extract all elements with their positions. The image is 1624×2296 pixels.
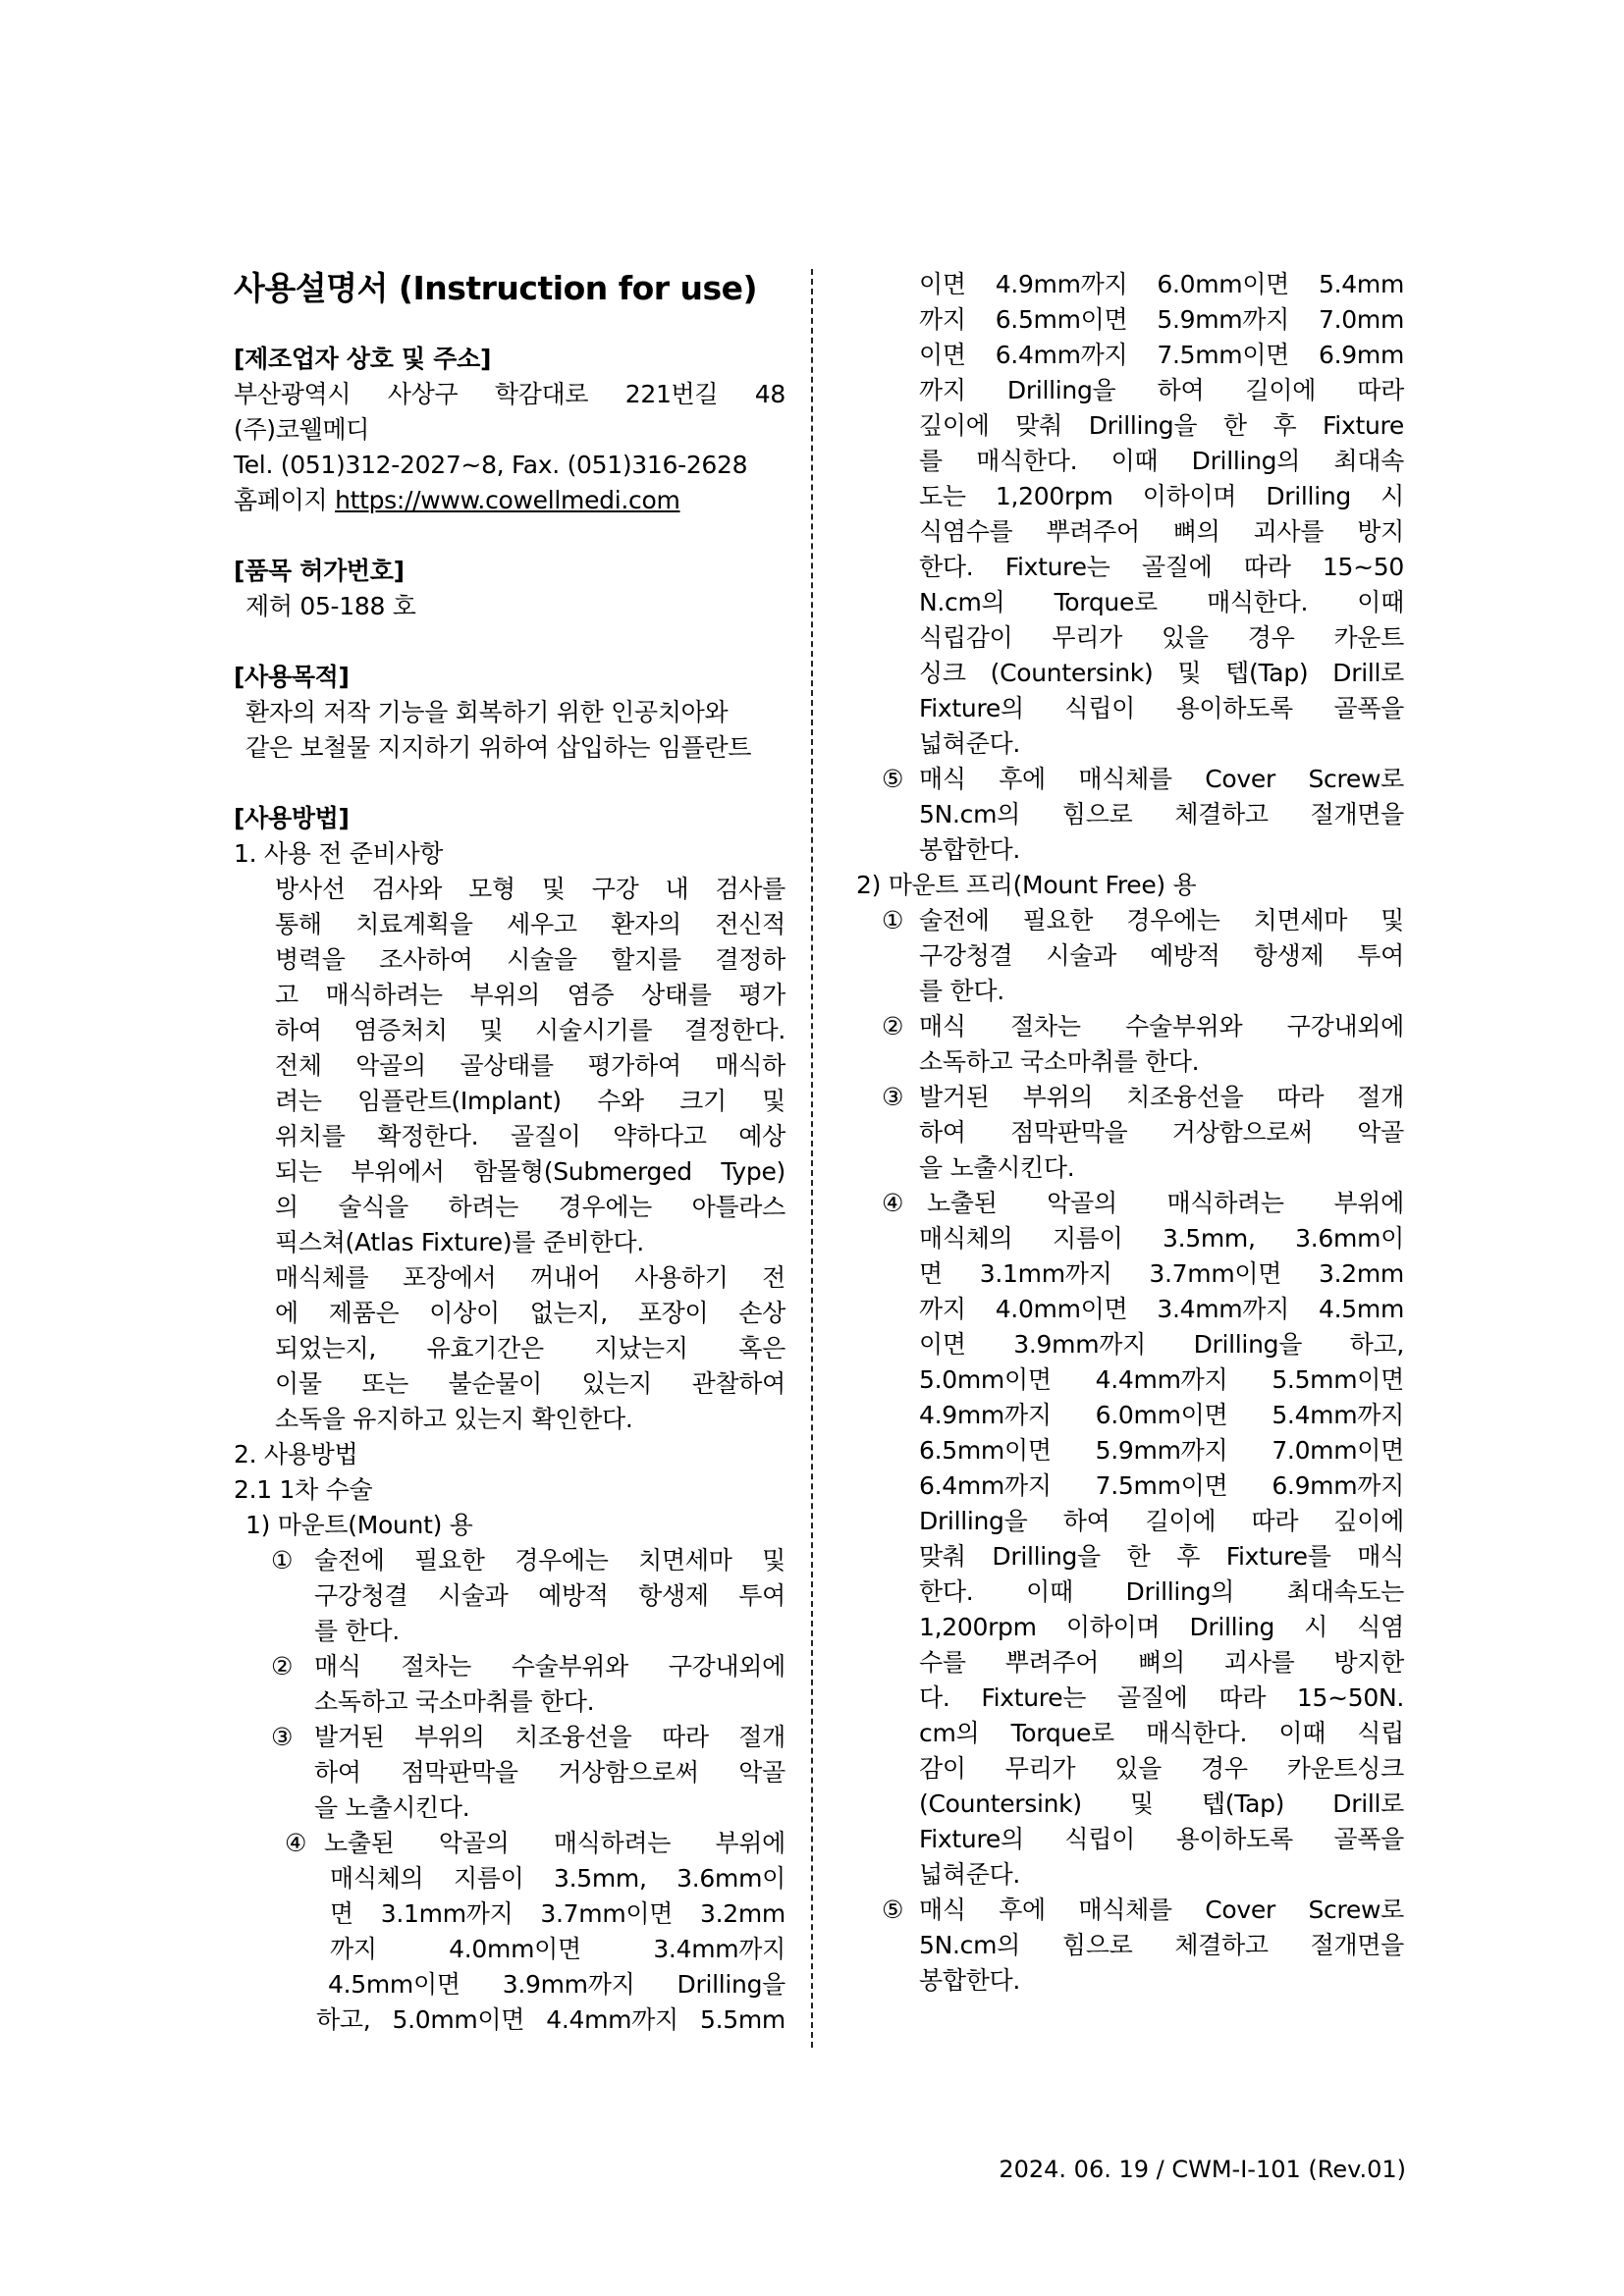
permit-heading: [품목 허가번호]	[234, 557, 405, 585]
prep-line: 이물 또는 불순물이 있는지 관찰하여	[275, 1369, 785, 1398]
step-line: 한다. 이때 Drilling의 최대속도는	[919, 1577, 1404, 1606]
mount-heading: 1) 마운트(Mount) 용	[245, 1511, 473, 1539]
step-line: 5N.cm의 힘으로 체결하고 절개면을	[919, 800, 1404, 828]
step-marker: ①	[882, 906, 904, 934]
step-line: 6.5mm이면 5.9mm까지 7.0mm이면	[919, 1436, 1404, 1465]
prep-heading: 1. 사용 전 준비사항	[234, 839, 444, 868]
step-line: 까지 6.5mm이면 5.9mm까지 7.0mm	[919, 305, 1404, 334]
step-line: Fixture의 식립이 용이하도록 골폭을	[919, 1825, 1404, 1853]
step-line: 을 노출시킨다.	[919, 1153, 1075, 1182]
manufacturer-heading: [제조업자 상호 및 주소]	[234, 345, 492, 373]
column-divider	[811, 269, 813, 2048]
step-line: 를 매식한다. 이때 Drilling의 최대속	[919, 447, 1404, 475]
step-line: 발거된 부위의 치조융선을 따라 절개	[314, 1723, 785, 1751]
step-line: Fixture의 식립이 용이하도록 골폭을	[919, 694, 1404, 722]
prep-line: 전체 악골의 골상태를 평가하여 매식하	[275, 1051, 785, 1080]
purpose-line: 환자의 저작 기능을 회복하기 위한 인공치아와	[245, 698, 729, 726]
step-line: 매식 후에 매식체를 Cover Screw로	[919, 1896, 1404, 1924]
step-line: Drilling을 하여 길이에 따라 깊이에	[919, 1507, 1404, 1535]
step-line: 6.4mm까지 7.5mm이면 6.9mm까지	[919, 1471, 1404, 1500]
step-marker: ①	[271, 1546, 294, 1575]
step-marker: ④	[285, 1829, 307, 1857]
step-line: 5N.cm의 힘으로 체결하고 절개면을	[919, 1931, 1404, 1959]
step-line: 식염수를 뿌려주어 뼈의 괴사를 방지	[919, 517, 1404, 546]
step-line: 싱크 (Countersink) 및 텝(Tap) Drill로	[919, 659, 1404, 687]
document-footer: 2024. 06. 19 / CWM-I-101 (Rev.01)	[999, 2156, 1406, 2183]
step-line: 넓혀준다.	[919, 1860, 1021, 1889]
step-line: 매식 절차는 수술부위와 구강내외에	[314, 1652, 785, 1681]
step-line: 한다. Fixture는 골질에 따라 15~50	[919, 553, 1404, 581]
step-marker: ③	[882, 1083, 904, 1111]
step-line: 발거된 부위의 치조융선을 따라 절개	[919, 1083, 1404, 1111]
step-line: 매식 절차는 수술부위와 구강내외에	[919, 1012, 1404, 1041]
step-line: 4.5mm이면 3.9mm까지 Drilling을	[328, 1970, 785, 1999]
step-line: 매식체의 지름이 3.5mm, 3.6mm이	[919, 1224, 1404, 1253]
prep-line: 되는 부위에서 함몰형(Submerged Type)	[275, 1157, 785, 1186]
step-line: 봉합한다.	[919, 1966, 1021, 1995]
step-line: 하여 점막판막을 거상함으로써 악골	[314, 1758, 785, 1787]
step-line: 노출된 악골의 매식하려는 부위에	[927, 1189, 1404, 1217]
manufacturer-address: 부산광역시 사상구 학감대로 221번길 48	[234, 380, 785, 408]
step-line: N.cm의 Torque로 매식한다. 이때	[919, 588, 1404, 616]
step-line: 이면 6.4mm까지 7.5mm이면 6.9mm	[919, 341, 1404, 369]
step-line: 술전에 필요한 경우에는 치면세마 및	[919, 906, 1404, 934]
step-line: 수를 뿌려주어 뼈의 괴사를 방지한	[919, 1648, 1404, 1677]
step-line: 다. Fixture는 골질에 따라 15~50N.	[919, 1683, 1404, 1712]
step-line: 깊이에 맞춰 Drilling을 한 후 Fixture	[919, 411, 1404, 440]
prep-line: 픽스쳐(Atlas Fixture)를 준비한다.	[275, 1228, 644, 1256]
step-line: 넓혀준다.	[919, 729, 1021, 758]
step-line: 1,200rpm 이하이며 Drilling 시 식염	[919, 1613, 1404, 1641]
step-line: 4.9mm까지 6.0mm이면 5.4mm까지	[919, 1401, 1404, 1429]
homepage-label: 홈페이지	[234, 486, 328, 514]
manufacturer-company: (주)코웰메디	[234, 415, 370, 444]
step-line: 까지 4.0mm이면 3.4mm까지	[330, 1935, 785, 1963]
homepage-link[interactable]: https://www.cowellmedi.com	[335, 486, 680, 514]
step-line: 매식 후에 매식체를 Cover Screw로	[919, 765, 1404, 793]
step-line: 을 노출시킨다.	[314, 1793, 470, 1822]
method-heading: [사용방법]	[234, 804, 350, 832]
permit-number: 제허 05-188 호	[245, 592, 416, 620]
step-line: 술전에 필요한 경우에는 치면세마 및	[314, 1546, 785, 1575]
prep-line: 방사선 검사와 모형 및 구강 내 검사를	[275, 875, 785, 903]
step-line: 를 한다.	[919, 977, 1004, 1005]
step-line: 면 3.1mm까지 3.7mm이면 3.2mm	[919, 1259, 1404, 1288]
surgery-heading: 2.1 1차 수술	[234, 1475, 373, 1504]
step-line: 까지 4.0mm이면 3.4mm까지 4.5mm	[919, 1295, 1404, 1323]
prep-line: 에 제품은 이상이 없는지, 포장이 손상	[275, 1299, 785, 1327]
step-line: 맞춰 Drilling을 한 후 Fixture를 매식	[919, 1542, 1404, 1571]
mount-free-heading: 2) 마운트 프리(Mount Free) 용	[856, 871, 1197, 899]
step-line: 노출된 악골의 매식하려는 부위에	[324, 1829, 785, 1857]
step-line: 하고, 5.0mm이면 4.4mm까지 5.5mm	[316, 2005, 785, 2034]
prep-line: 소독을 유지하고 있는지 확인한다.	[275, 1405, 633, 1433]
step-line: 도는 1,200rpm 이하이며 Drilling 시	[919, 482, 1404, 510]
homepage-row	[234, 483, 680, 518]
step-line: 이면 4.9mm까지 6.0mm이면 5.4mm	[919, 270, 1404, 298]
step-line: 봉합한다.	[919, 835, 1021, 864]
step-line: 소독하고 국소마취를 한다.	[314, 1687, 595, 1716]
prep-line: 통해 치료계획을 세우고 환자의 전신적	[275, 910, 785, 938]
prep-line: 병력을 조사하여 시술을 할지를 결정하	[275, 945, 785, 974]
step-marker: ④	[882, 1189, 904, 1217]
step-line: 구강청결 시술과 예방적 항생제 투여	[314, 1581, 785, 1610]
step-line: 면 3.1mm까지 3.7mm이면 3.2mm	[330, 1899, 785, 1928]
prep-line: 의 술식을 하려는 경우에는 아틀라스	[275, 1193, 785, 1221]
step-line: cm의 Torque로 매식한다. 이때 식립	[919, 1719, 1404, 1747]
step-line: (Countersink) 및 텝(Tap) Drill로	[919, 1789, 1404, 1818]
prep-line: 매식체를 포장에서 꺼내어 사용하기 전	[275, 1263, 785, 1292]
prep-line: 되었는지, 유효기간은 지났는지 혹은	[275, 1334, 785, 1362]
step-line: 이면 3.9mm까지 Drilling을 하고,	[919, 1330, 1404, 1359]
step-line: 식립감이 무리가 있을 경우 카운트	[919, 623, 1404, 652]
step-line: 하여 점막판막을 거상함으로써 악골	[919, 1118, 1404, 1147]
step-marker: ②	[882, 1012, 904, 1041]
purpose-heading: [사용목적]	[234, 663, 350, 691]
step-marker: ⑤	[882, 765, 904, 793]
usage-heading: 2. 사용방법	[234, 1440, 358, 1468]
prep-line: 고 매식하려는 부위의 염증 상태를 평가	[275, 981, 785, 1009]
prep-line: 위치를 확정한다. 골질이 약하다고 예상	[275, 1122, 785, 1150]
step-line: 5.0mm이면 4.4mm까지 5.5mm이면	[919, 1365, 1404, 1394]
step-marker: ③	[271, 1723, 294, 1751]
step-marker: ②	[271, 1652, 294, 1681]
step-line: 감이 무리가 있을 경우 카운트싱크	[919, 1754, 1404, 1783]
step-line: 구강청결 시술과 예방적 항생제 투여	[919, 941, 1404, 970]
page-title: 사용설명서 (Instruction for use)	[234, 269, 758, 307]
prep-line: 하여 염증처치 및 시술시기를 결정한다.	[275, 1016, 785, 1044]
step-line: 를 한다.	[314, 1617, 400, 1645]
step-line: 매식체의 지름이 3.5mm, 3.6mm이	[330, 1864, 785, 1893]
step-line: 소독하고 국소마취를 한다.	[919, 1047, 1200, 1076]
prep-line: 려는 임플란트(Implant) 수와 크기 및	[275, 1087, 785, 1115]
step-line: 까지 Drilling을 하여 길이에 따라	[919, 376, 1404, 404]
step-marker: ⑤	[882, 1896, 904, 1924]
manufacturer-contact: Tel. (051)312-2027~8, Fax. (051)316-2628	[234, 451, 748, 479]
purpose-line: 같은 보철물 지지하기 위하여 삽입하는 임플란트	[245, 733, 752, 762]
